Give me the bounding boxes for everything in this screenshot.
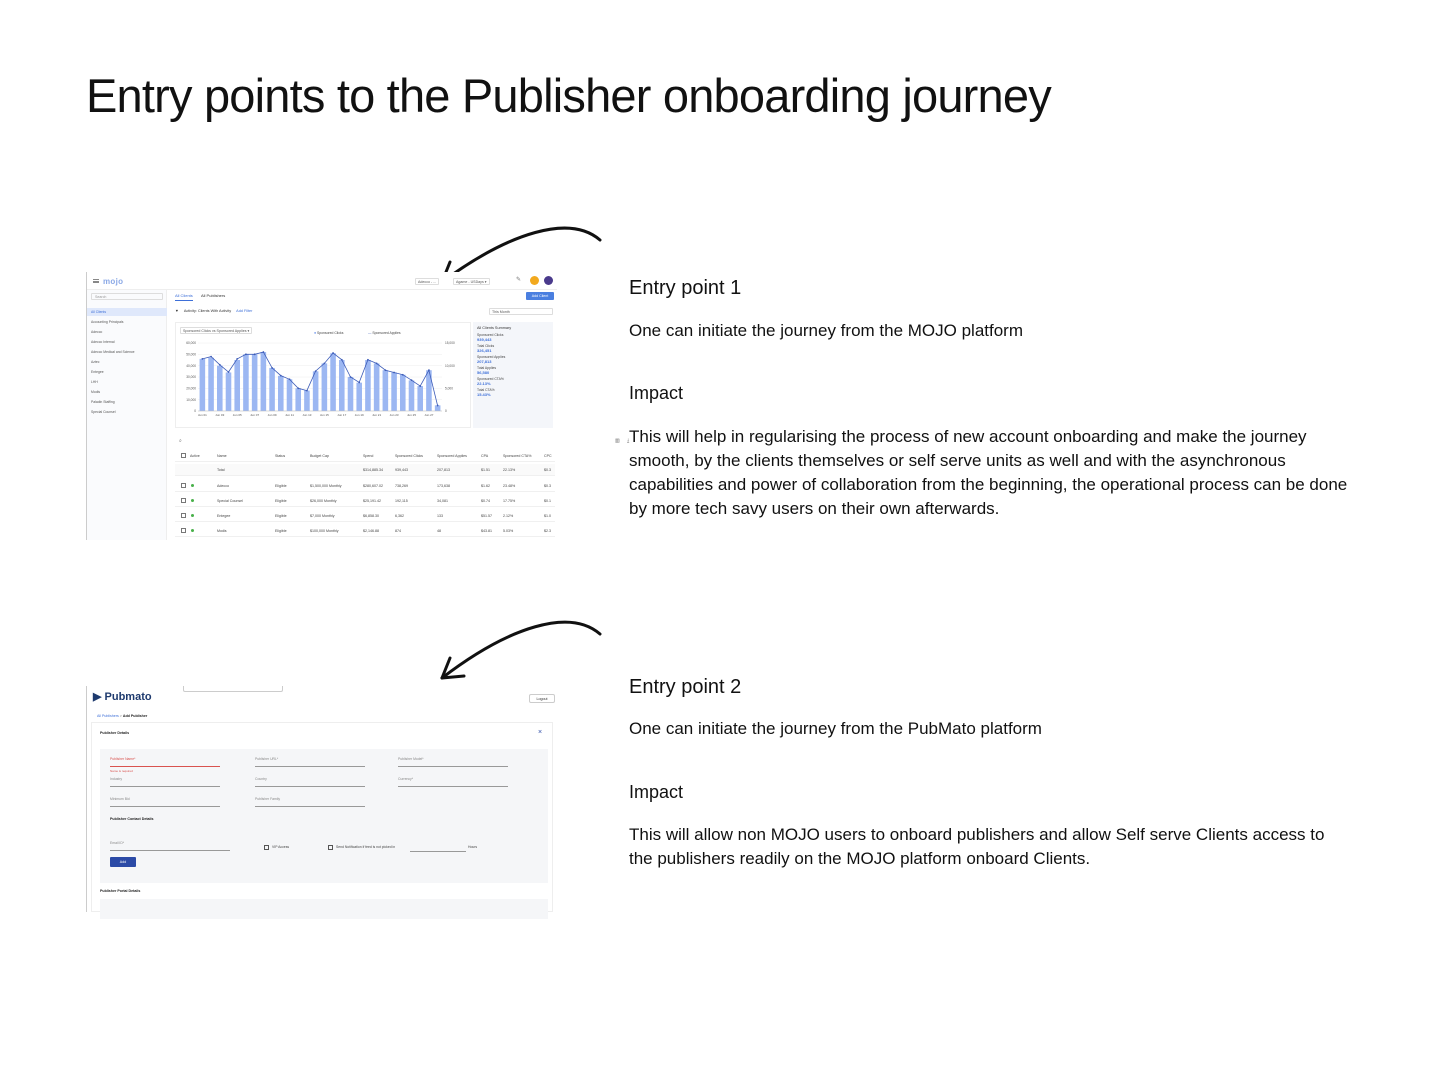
bar [252,354,258,411]
summary-label: Sponsored CTA% [477,377,504,381]
mojo-logo: mojo [103,277,124,286]
row-checkbox[interactable] [181,528,186,533]
applies-point [376,363,378,365]
y2-tick-label: 10,000 [445,363,455,368]
publisher-family-field[interactable]: Publisher Family [255,797,365,807]
legend-clicks: ■ Sponsored Clicks [314,331,344,335]
y-tick-label: 0 [194,409,196,414]
row-clicks: 192,115 [395,499,408,503]
col-sponsored-applies[interactable]: Sponsored Applies [437,454,467,458]
total-applies: 207,813 [437,468,450,472]
summary-value: 326,451 [477,348,492,353]
col-cpc[interactable]: CPC [544,454,552,458]
row-cpc: $0.1 [544,499,551,503]
x-tick-label: Jun 15 [319,413,329,417]
active-dot [191,529,194,532]
mojo-sidebar [87,290,167,540]
row-applies: 173,638 [437,484,450,488]
row-spend: $280,607.02 [363,484,383,488]
row-cta: 2.12% [503,514,514,518]
row-budget: $26,000 Monthly [310,499,337,503]
col-sponsored-clicks[interactable]: Sponsored Clicks [395,454,423,458]
sidebar-item[interactable]: Entegee [91,370,104,374]
vip-access-checkbox[interactable] [264,845,269,850]
publisher-name-field[interactable]: Publisher Name* [110,757,220,767]
date-range-select[interactable]: This Month [489,308,553,315]
applies-point [384,369,386,371]
applies-point [323,363,325,365]
send-notification-checkbox[interactable] [328,845,333,850]
y-tick-label: 10,000 [186,397,196,402]
applies-point [428,369,430,371]
col-active[interactable]: Active [190,454,200,458]
bar [374,363,380,411]
applies-point [280,375,282,377]
breadcrumb-add-publisher: Add Publisher [122,714,148,718]
x-tick-label: Jun 25 [406,413,417,417]
row-applies: 48 [437,529,441,533]
row-name[interactable]: Entegee [217,514,231,518]
row-spend: $2,146.88 [363,529,379,533]
bar [295,388,301,411]
applies-point [306,390,308,392]
applies-point [367,359,369,361]
tab-all-clients[interactable]: All Clients [175,293,193,301]
x-tick-label: Jun 09 [267,413,277,417]
arrow-entry-2 [430,616,610,688]
row-cpc: $1.0 [544,514,551,518]
portal-details-panel [100,899,548,919]
industry-field[interactable]: Industry [110,777,220,787]
row-cpa: $51.57 [481,514,492,518]
row-spend: $25,191.42 [363,499,381,503]
clients-summary [473,322,553,428]
columns-icon[interactable]: ▥ [615,438,620,444]
x-tick-label: Jun 01 [197,413,207,417]
applies-point [271,367,273,369]
row-name[interactable]: Special Counsel [217,499,243,503]
bar [234,360,240,411]
entry-2-impact-label: Impact [629,782,684,802]
x-tick-label: Jun 17 [337,413,347,417]
total-cpa: $1.51 [481,468,490,472]
applies-point [332,352,334,354]
total-clicks: 939,443 [395,468,408,472]
row-applies: 34,081 [437,499,448,503]
applies-point [402,374,404,376]
publisher-form-card [91,722,553,912]
row-cpa: $1.62 [481,484,490,488]
menu-icon[interactable] [93,279,99,283]
pubmato-screenshot [86,686,556,912]
y-tick-label: 60,000 [186,341,196,346]
x-tick-label: Jun 19 [354,413,364,417]
search-input[interactable]: Search [91,293,163,300]
applies-point [419,385,421,387]
col-cpa[interactable]: CPA [481,454,489,458]
summary-label: Total Applies [477,366,497,370]
x-tick-label: Jun 07 [250,413,260,417]
col-budget-cap[interactable]: Budget Cap [310,454,329,458]
chart-metric-select[interactable]: Sponsored Clicks vs Sponsored Applies ▾ [180,327,252,334]
active-dot [191,514,194,517]
bar [339,360,345,411]
minimum-bid-field[interactable]: Minimum Bid [110,797,220,807]
bar [400,375,406,411]
bar [417,386,423,411]
bar [208,358,214,411]
applies-point [228,371,230,373]
bar [409,380,415,411]
y-tick-label: 50,000 [186,352,196,357]
y-tick-label: 30,000 [186,375,196,380]
wrench-icon[interactable]: ✎ [516,277,522,283]
summary-value: 939,443 [477,337,492,342]
y2-tick-label: 0 [445,409,447,414]
row-checkbox[interactable] [181,483,186,488]
row-status: Eligible [275,514,287,518]
row-budget: $100,000 Monthly [310,529,339,533]
currency-field[interactable]: Currency* [398,777,508,787]
vip-access-label: VIP Access [272,845,290,849]
row-applies: 133 [437,514,443,518]
applies-point [411,379,413,381]
row-spend: $6,858.30 [363,514,379,518]
total-cta: 22.13% [503,468,516,472]
bar [217,366,223,411]
entry-1-impact-text: This will help in regularising the process of new account onboarding and make the journey smooth, by the clients themselves or self serve units as well and with the asynchronous capabilities and power of collaboration from the beginning, the operational process can be done by more tech savy users on their own afterwards. [629,427,1348,518]
applies-point [297,387,299,389]
summary-title: All Clients Summary [477,326,512,330]
clients-table [175,434,630,540]
applies-point [289,378,291,380]
y-tick-label: 40,000 [186,363,196,368]
row-name[interactable]: Modis [217,529,227,533]
sidebar-item[interactable]: Modis [91,390,101,394]
select-all-checkbox[interactable] [181,453,186,458]
entry-2-heading: Entry point 2 [629,676,742,698]
x-tick-label: Jun 23 [389,413,399,417]
bar [322,363,328,411]
x-tick-label: Jun 05 [232,413,242,417]
row-budget: $7,000 Monthly [310,514,335,518]
applies-point [262,351,264,353]
applies-point [201,358,203,360]
sidebar-item[interactable]: Aztec [91,360,100,364]
bar [226,372,232,411]
sidebar-item[interactable]: Accounting Principals [91,320,124,324]
x-tick-label: Jun 03 [215,413,225,417]
row-status: Eligible [275,499,287,503]
table-row[interactable] [175,480,555,492]
hours-label: Hours [468,845,478,849]
top-tab-outline [183,686,283,692]
bar [278,376,284,411]
email-field[interactable]: Email ID* [110,841,230,851]
tab-all-publishers[interactable]: All Publishers [201,293,226,298]
active-dot [191,484,194,487]
legend-applies: — Sponsored Applies [368,331,401,335]
add-filter-link[interactable]: Add Filter [236,309,253,313]
bar [304,391,310,411]
breadcrumb-all-publishers[interactable]: All Publishers [97,714,119,718]
chart-card [175,322,471,428]
bar [330,353,336,411]
applies-point [341,359,343,361]
row-cpc: $0.3 [544,484,551,488]
row-cpa: $0.74 [481,499,490,503]
applies-point [393,372,395,374]
row-cta: 17.75% [503,499,516,503]
sidebar-item[interactable]: Adecco Medical and Science [91,350,135,354]
entry-1-impact-label: Impact [629,383,684,403]
bar [200,359,206,411]
dog-icon: ▶ [93,691,102,703]
send-notification-label: Send Notification if feed is not picked in [336,845,396,849]
bar [365,360,371,411]
mojo-screenshot [86,272,630,540]
row-cpa: $43.81 [481,529,492,533]
publisher-model-field[interactable]: Publisher Model* [398,757,508,767]
table-row[interactable] [175,510,555,522]
summary-label: Total CTA% [477,388,495,392]
applies-point [254,353,256,355]
bar [383,370,389,411]
entry-2-impact-text: This will allow non MOJO users to onboard publishers and allow Self serve Clients access to the publishers readily on the MOJO platform onboard Clients. [629,825,1325,868]
applies-point [219,364,221,366]
applies-point [358,382,360,384]
applies-point [210,356,212,358]
sidebar-item[interactable]: All Clients [87,308,167,316]
summary-label: Total Clicks [477,344,495,348]
applies-point [350,376,352,378]
bar [269,368,275,411]
x-tick-label: Jun 27 [424,413,434,417]
activity-filter[interactable] [175,309,252,313]
row-clicks: 738,269 [395,484,408,488]
col-status[interactable]: Status [275,454,286,458]
y2-tick-label: 15,000 [445,341,455,346]
summary-label: Sponsored Applies [477,355,506,359]
close-icon[interactable]: × [538,729,543,736]
entry-1-heading: Entry point 1 [629,277,742,299]
row-cta: 23.48% [503,484,516,488]
page-title: Entry points to the Publisher onboarding journey [86,69,1051,122]
row-cta: 5.03% [503,529,514,533]
x-tick-label: Jun 21 [372,413,382,417]
summary-value: 56,580 [477,370,490,375]
bar [287,379,293,411]
add-client-button[interactable]: Add Client [526,292,554,300]
country-field[interactable]: Country [255,777,365,787]
row-status: Eligible [275,529,287,533]
summary-value: 22.13% [477,381,491,386]
row-clicks: 874 [395,529,401,533]
avatar[interactable] [544,276,553,285]
row-name[interactable]: Adecco [217,484,229,488]
active-dot [191,499,194,502]
total-label: Total [217,468,225,472]
summary-value: 207,813 [477,359,492,364]
legend-applies-label: Sponsored Applies [372,331,401,335]
bar [348,377,354,411]
col-sponsored-cta[interactable]: Sponsored CTA% [503,454,532,458]
contact-details-heading: Publisher Contact Details [110,817,154,821]
download-icon[interactable]: ⤓ [627,438,630,444]
bar [313,371,319,411]
pubmato-logo-text: Pubmato [104,691,152,703]
bar [243,354,249,411]
sponsored-chart [176,337,470,427]
sidebar-item[interactable]: LHH [91,380,98,384]
pubmato-logo [93,690,152,703]
bar [356,383,362,411]
x-tick-label: Jun 13 [302,413,312,417]
applies-point [315,370,317,372]
bar [391,372,397,411]
sidebar-item[interactable]: Paladin Staffing [91,400,115,404]
bar [261,352,267,411]
mojo-topbar [87,272,557,290]
applies-point [437,405,439,407]
table-total-row [175,464,555,476]
applies-point [236,358,238,360]
sidebar-item[interactable]: Adecco Internal [91,340,115,344]
client-select[interactable]: Adecco - ... [415,278,439,285]
row-cpc: $2.3 [544,529,551,533]
x-tick-label: Jun 11 [285,413,294,417]
table-row[interactable] [175,525,555,537]
legend-clicks-label: Sponsored Clicks [317,331,344,335]
table-row[interactable] [175,495,555,507]
sidebar-item[interactable]: Adecco [91,330,103,334]
activity-filter-label: Activity: Clients With Activity [183,309,232,313]
summary-label: Sponsored Clicks [477,333,504,337]
publisher-details-heading: Publisher Details [100,731,130,735]
col-name[interactable]: Name [217,454,227,458]
add-contact-button[interactable]: Add [110,857,136,867]
row-checkbox[interactable] [181,498,186,503]
bar [426,370,432,411]
row-clicks: 6,362 [395,514,404,518]
row-budget: $1,500,000 Monthly [310,484,342,488]
applies-point [245,353,247,355]
agency-select[interactable]: Agame - USDays ▾ [453,278,490,285]
sidebar-item[interactable]: Special Counsel [91,410,116,414]
filter-icon: ▼ [175,309,179,313]
total-cpc: $0.3 [544,468,551,472]
entry-1-subtitle: One can initiate the journey from the MOJO platform [629,321,1024,340]
logout-button[interactable]: Logout [529,694,555,703]
breadcrumb: All Publishers > Add Publisher [97,714,148,718]
entry-2-subtitle: One can initiate the journey from the PubMato platform [629,719,1042,738]
col-spend[interactable]: Spend [363,454,374,458]
y-tick-label: 20,000 [186,386,196,391]
table-header [175,450,555,462]
row-status: Eligible [275,484,287,488]
summary-value: 15.43% [477,392,491,397]
publisher-url-field[interactable]: Publisher URL* [255,757,365,767]
notification-icon[interactable] [530,276,539,285]
table-search-icon[interactable]: ⌕ [179,438,182,444]
hours-input[interactable] [410,851,466,852]
total-spend: $314,885.34 [363,468,383,472]
publisher-name-error: Name is required [110,769,133,773]
portal-details-heading: Publisher Portal Details [100,889,141,893]
publisher-details-panel [100,749,548,883]
y2-tick-label: 5,000 [445,386,453,391]
row-checkbox[interactable] [181,513,186,518]
